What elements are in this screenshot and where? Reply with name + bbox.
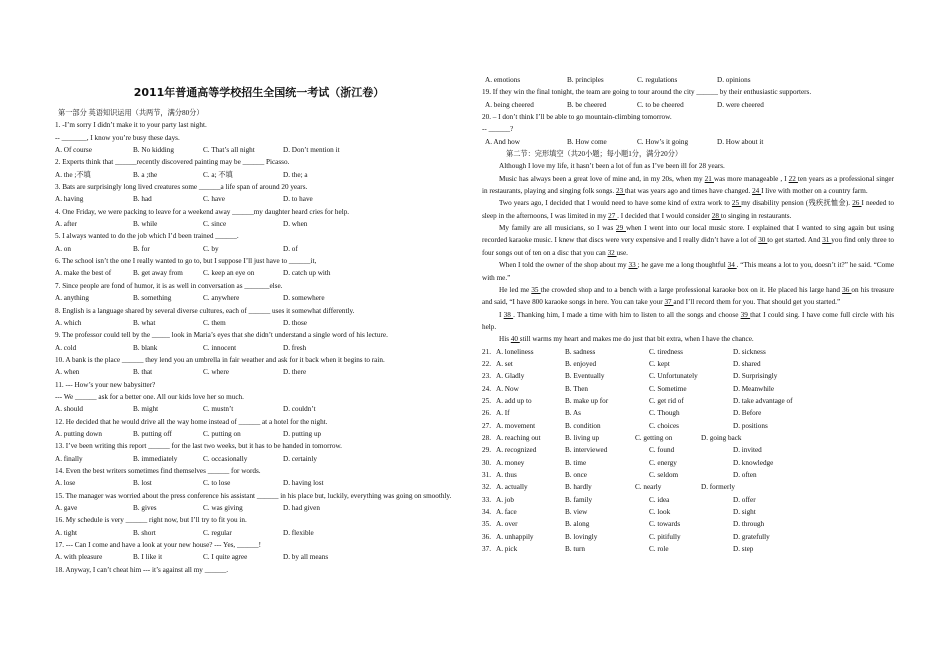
question-stem: 6. The school isn’t the one I really wanted to go to, but I suppose I’ll just have to ______it, bbox=[55, 257, 317, 266]
option-row bbox=[55, 144, 463, 156]
option-row bbox=[55, 428, 463, 440]
blank-number: 35 bbox=[531, 285, 541, 294]
option: B. a ;the bbox=[133, 170, 158, 179]
option: C. seldom bbox=[649, 471, 679, 479]
option: A. on bbox=[55, 244, 71, 253]
option: C. occasionally bbox=[203, 454, 248, 463]
passage-text: when I went into our local music store. I explained that I wanted to sing again but using recorded karaoke music. I knew that discs were very expensive and I really didn’t have a lot of bbox=[482, 224, 895, 245]
question-number: 35. bbox=[482, 520, 491, 529]
option: D. formerly bbox=[701, 483, 735, 492]
question-number: 26. bbox=[482, 409, 491, 418]
option: A. job bbox=[496, 495, 514, 504]
option: C. was giving bbox=[203, 504, 243, 512]
option: C. since bbox=[203, 220, 227, 229]
option: D. going back bbox=[701, 433, 742, 442]
option: D. offer bbox=[733, 495, 756, 504]
option: A. pick bbox=[496, 545, 518, 554]
option: C. kept bbox=[649, 359, 670, 368]
cloze-option-row bbox=[482, 444, 894, 456]
blank-number: 36 bbox=[842, 285, 852, 294]
passage-text: I needed to sleep in the afternoons, I was limited in my bbox=[482, 199, 895, 220]
right-column bbox=[482, 0, 894, 555]
option: B. had bbox=[133, 195, 152, 204]
option: D. of bbox=[283, 244, 298, 253]
option: D. shared bbox=[733, 359, 761, 368]
option-row bbox=[55, 292, 463, 304]
left-column bbox=[55, 0, 463, 576]
option: B. hardly bbox=[565, 483, 592, 492]
cloze-option-row bbox=[482, 494, 894, 506]
blank-number: 26 bbox=[852, 199, 862, 208]
option: D. putting up bbox=[283, 429, 322, 438]
option: B. that bbox=[133, 368, 153, 377]
question-list-right bbox=[482, 74, 894, 148]
option: A. Of course bbox=[55, 146, 92, 155]
blank-number: 29 bbox=[616, 224, 626, 233]
option: D. often bbox=[733, 471, 757, 479]
blank-number: 25 bbox=[731, 199, 742, 208]
passage-text: . Thanking him, I made a time with him to listen to all the songs and choose bbox=[513, 310, 741, 319]
question-stem: 11. --- How’s your new babysitter? bbox=[55, 380, 156, 389]
blank-number: 40 bbox=[510, 335, 520, 344]
question-number: 36. bbox=[482, 532, 491, 541]
option-row bbox=[482, 99, 894, 111]
cloze-option-row bbox=[482, 469, 894, 481]
option: A. Gladly bbox=[496, 372, 525, 381]
option: D. having lost bbox=[283, 479, 324, 488]
question-number: 30. bbox=[482, 458, 491, 467]
option: D. How about it bbox=[717, 137, 764, 146]
passage-text: I live with mother on a country farm. bbox=[761, 187, 868, 196]
exam-title: 2011年普通高等学校招生全国统一考试（浙江卷） bbox=[133, 86, 385, 99]
option-row bbox=[55, 317, 463, 329]
option: B. enjoyed bbox=[565, 359, 597, 368]
option: C. role bbox=[649, 545, 669, 554]
passage-text: Two years ago, I decided that I would need to have some kind of extra work to bbox=[499, 199, 732, 208]
option: A. when bbox=[55, 368, 80, 377]
option: D. take advantage of bbox=[733, 396, 793, 405]
option: D. flexible bbox=[283, 528, 314, 537]
option-row bbox=[482, 136, 894, 148]
option: D. somewhere bbox=[283, 294, 325, 303]
question-number: 24. bbox=[482, 384, 491, 393]
question-number: 37. bbox=[482, 545, 491, 554]
option: C. pitifully bbox=[649, 532, 681, 541]
blank-number: 37 bbox=[664, 298, 674, 307]
option: B. might bbox=[133, 405, 159, 414]
cloze-option-row bbox=[482, 358, 894, 370]
option: C. where bbox=[203, 368, 229, 377]
option-row bbox=[55, 453, 463, 465]
blank-number: 38 bbox=[503, 310, 514, 319]
question-list-left bbox=[55, 119, 463, 576]
question-number: 31. bbox=[482, 471, 491, 479]
option: A. And how bbox=[485, 137, 520, 146]
option: D. to have bbox=[283, 195, 313, 204]
option: B. time bbox=[565, 458, 587, 467]
passage-text: ten years as a professional singer in restaurants, playing and singing folk songs. bbox=[482, 174, 894, 196]
question-stem-reply: -- _______, I know you’re busy these days. bbox=[55, 133, 180, 142]
passage-text: to singing in restaurants. bbox=[720, 211, 792, 220]
option: A. putting down bbox=[55, 429, 102, 438]
option: D. through bbox=[733, 520, 765, 529]
option: B. for bbox=[133, 244, 150, 253]
passage-text: I bbox=[499, 310, 504, 319]
option: C. nearly bbox=[635, 483, 662, 492]
option: D. Before bbox=[733, 409, 762, 418]
option: C. getting on bbox=[635, 433, 673, 442]
blank-number: 27 bbox=[608, 211, 618, 220]
passage-text: He led me bbox=[499, 285, 532, 294]
cloze-option-row bbox=[482, 432, 894, 444]
option: C. innocent bbox=[203, 343, 237, 352]
option: C. That’s all night bbox=[203, 146, 255, 155]
option: C. regular bbox=[203, 528, 232, 537]
option: B. what bbox=[133, 318, 156, 327]
question-number: 28. bbox=[482, 433, 491, 442]
option: B. family bbox=[565, 495, 593, 504]
option: C. towards bbox=[649, 520, 681, 529]
blank-number: 39 bbox=[740, 310, 751, 319]
option: B. condition bbox=[565, 421, 601, 430]
question-number: 29. bbox=[482, 446, 491, 455]
passage-text: still warms my heart and makes me do just that bit extra, when I have the chance. bbox=[519, 335, 754, 344]
question-number: 25. bbox=[482, 396, 491, 405]
question-stem: 4. One Friday, we were packing to leave for a weekend away ______my daughter heard cries for help. bbox=[55, 207, 350, 216]
option: A. should bbox=[55, 405, 83, 414]
cloze-passage bbox=[482, 160, 894, 345]
question-stem: 9. The professor could tell by the _____ look in Maria’s eyes that she didn’t understand a single word of his lecture. bbox=[55, 331, 388, 340]
cloze-option-row bbox=[482, 383, 894, 395]
passage-paragraph bbox=[482, 259, 894, 284]
option: C. Unfortunately bbox=[649, 372, 698, 381]
option: B. gives bbox=[133, 504, 157, 512]
option: B. I like it bbox=[133, 553, 163, 562]
option: D. those bbox=[283, 318, 307, 327]
question-stem: 7. Since people are fond of humor, it is as well in conversation as _______else. bbox=[55, 281, 283, 290]
option: A. movement bbox=[496, 421, 536, 430]
option: C. to lose bbox=[203, 479, 231, 488]
option: B. be cheered bbox=[567, 100, 607, 109]
option: C. anywhere bbox=[203, 294, 240, 303]
option: A. emotions bbox=[485, 76, 521, 84]
option: B. get away from bbox=[133, 269, 183, 278]
option: A. anything bbox=[55, 294, 89, 303]
option: A. If bbox=[496, 409, 510, 418]
option-row bbox=[55, 366, 463, 378]
passage-text: to get started. And bbox=[767, 236, 823, 245]
option: A. loneliness bbox=[496, 347, 534, 356]
option: B. make up for bbox=[565, 396, 609, 405]
option: B. lovingly bbox=[565, 532, 598, 541]
option: B. putting off bbox=[133, 429, 172, 438]
option: A. which bbox=[55, 318, 82, 327]
option: C. to be cheered bbox=[637, 100, 684, 109]
option: C. look bbox=[649, 508, 671, 517]
option: D. Surprisingly bbox=[733, 372, 778, 381]
passage-text: Although I love my life, it hasn’t been a lot of fun as I’ve been ill for 28 years. bbox=[499, 162, 725, 171]
passage-text: Music has always been a great love of mine and, in my 20s, when my bbox=[499, 174, 705, 183]
option: C. mustn’t bbox=[203, 405, 234, 414]
cloze-option-row bbox=[482, 346, 894, 358]
option: A. make the best of bbox=[55, 269, 112, 278]
option: B. short bbox=[133, 528, 156, 537]
cloze-option-row bbox=[482, 518, 894, 530]
option: D. certainly bbox=[283, 454, 317, 463]
blank-number: 22 bbox=[788, 174, 798, 183]
cloze-option-row bbox=[482, 506, 894, 518]
question-stem: 17. --- Can I come and have a look at your new house? --- Yes, ______! bbox=[55, 541, 261, 550]
question-stem: 1. -I’m sorry I didn’t make it to your party last night. bbox=[55, 121, 207, 130]
passage-text: my disability pension (残疾抚恤金). bbox=[741, 199, 853, 208]
option: D. there bbox=[283, 368, 307, 377]
option: D. when bbox=[283, 220, 308, 229]
option: A. lose bbox=[55, 479, 76, 488]
option-row bbox=[55, 502, 463, 514]
option: A. the ;不填 bbox=[55, 170, 91, 179]
option: A. finally bbox=[55, 454, 83, 463]
option: C. tiredness bbox=[649, 347, 683, 356]
option: A. add up to bbox=[496, 396, 532, 405]
option-row bbox=[55, 267, 463, 279]
option-row bbox=[55, 169, 463, 181]
question-stem: 10. A bank is the place ______ they lend you an umbrella in fair weather and ask for it back when it begins to rain. bbox=[55, 355, 385, 364]
passage-paragraph bbox=[482, 173, 894, 198]
option: A. set bbox=[496, 359, 513, 368]
passage-paragraph bbox=[482, 222, 894, 259]
option: C. them bbox=[203, 318, 226, 327]
option: B. blank bbox=[133, 343, 158, 352]
option-row bbox=[55, 527, 463, 539]
option: A. recognized bbox=[496, 446, 537, 455]
question-stem: 18. Anyway, I can’t cheat him --- it’s against all my ______. bbox=[55, 565, 229, 574]
passage-text: on his treasure and said, “I have 800 karaoke songs in here. You can take your bbox=[482, 285, 894, 307]
blank-number: 32 bbox=[607, 248, 617, 257]
passage-text: that was years ago and times have changed. bbox=[624, 187, 753, 196]
option: D. Meanwhile bbox=[733, 384, 775, 393]
option-row bbox=[55, 193, 463, 205]
part1-heading: 第一部分 英语知识运用（共两节，满分80分） bbox=[58, 109, 204, 117]
cloze-option-row bbox=[482, 531, 894, 543]
option: C. Sometime bbox=[649, 384, 687, 393]
option: A. unhappily bbox=[496, 532, 534, 541]
option-row bbox=[55, 218, 463, 230]
passage-paragraph bbox=[482, 284, 894, 309]
option: D. had given bbox=[283, 504, 320, 512]
option-row bbox=[55, 477, 463, 489]
cloze-option-row bbox=[482, 370, 894, 382]
question-stem: 14. Even the best writers sometimes find themselves ______ for words. bbox=[55, 466, 261, 475]
option: D. invited bbox=[733, 446, 762, 455]
blank-number: 30 bbox=[758, 236, 768, 245]
cloze-option-row bbox=[482, 543, 894, 555]
cloze-option-row bbox=[482, 481, 894, 493]
option: B. How come bbox=[567, 137, 607, 146]
passage-text: that I could sing. I have come full circle with his help. bbox=[482, 310, 895, 331]
option: A. over bbox=[496, 520, 518, 529]
cloze-option-row bbox=[482, 395, 894, 407]
option: D. Don’t mention it bbox=[283, 146, 340, 155]
option: A. with pleasure bbox=[55, 553, 103, 562]
option: B. turn bbox=[565, 545, 585, 554]
blank-number: 28 bbox=[711, 211, 721, 220]
option: A. face bbox=[496, 508, 517, 517]
question-stem: 2. Experts think that ______recently discovered painting may be ______ Picasso. bbox=[55, 158, 290, 167]
question-stem: 19. If they win the final tonight, the team are going to tour around the city ______ by their enthusiastic supporters. bbox=[482, 88, 812, 97]
option: C. have bbox=[203, 195, 225, 204]
passage-text: and I’ll record them for you. That should get you started.” bbox=[673, 298, 841, 307]
option-row bbox=[55, 243, 463, 255]
option: D. step bbox=[733, 545, 754, 554]
blank-number: 33 bbox=[628, 261, 638, 270]
question-stem: 8. English is a language shared by several diverse cultures, each of ______ uses it somewhat differently. bbox=[55, 306, 355, 315]
question-stem: 3. Bats are surprisingly long lived creatures some ______a life span of around 20 years. bbox=[55, 183, 308, 192]
option: B. No kidding bbox=[133, 146, 174, 155]
option-row bbox=[55, 551, 463, 563]
option: B. As bbox=[565, 409, 581, 418]
passage-text: My family are all musicians, so I was bbox=[499, 224, 617, 233]
option: B. along bbox=[565, 520, 590, 529]
blank-number: 21 bbox=[704, 174, 714, 183]
option: C. keep an eye on bbox=[203, 269, 255, 278]
option-row bbox=[482, 74, 894, 86]
blank-number: 31 bbox=[822, 236, 832, 245]
option: C. putting on bbox=[203, 429, 241, 438]
option: B. something bbox=[133, 294, 172, 303]
option-row bbox=[55, 403, 463, 415]
passage-text: . “This means a lot to you, doesn’t it?” he said. “Come with me.” bbox=[482, 261, 895, 282]
option: C. a; 不填 bbox=[203, 170, 233, 179]
question-number: 33. bbox=[482, 495, 491, 504]
blank-number: 24 bbox=[752, 187, 762, 196]
option: D. couldn’t bbox=[283, 405, 316, 414]
blank-number: 34 bbox=[727, 261, 737, 270]
option: B. Then bbox=[565, 384, 589, 393]
option: A. tight bbox=[55, 528, 77, 537]
question-stem: 12. He decided that he would drive all the way home instead of ______ at a hotel for the night. bbox=[55, 417, 328, 426]
passage-text: When I told the owner of the shop about my bbox=[499, 261, 629, 270]
option: A. Now bbox=[496, 384, 519, 393]
option: D. by all means bbox=[283, 553, 329, 562]
passage-paragraph bbox=[482, 309, 894, 334]
option: D. positions bbox=[733, 421, 768, 430]
option: A. money bbox=[496, 458, 525, 467]
option: A. actually bbox=[496, 483, 528, 492]
cloze-option-row bbox=[482, 420, 894, 432]
option: B. interviewed bbox=[565, 446, 608, 455]
passage-text: ; he gave me a long thoughtful bbox=[637, 261, 728, 270]
option: A. thus bbox=[496, 471, 517, 479]
option: A. having bbox=[55, 195, 84, 204]
option: B. living up bbox=[565, 433, 600, 442]
passage-paragraph bbox=[482, 160, 894, 172]
question-stem-reply: --- We ______ ask for a better one. All our kids love her so much. bbox=[55, 392, 244, 401]
option: A. reaching out bbox=[496, 433, 541, 442]
question-number: 27. bbox=[482, 421, 491, 430]
section2-heading: 第二节：完形填空（共20小题；每小题1分，满分20分） bbox=[506, 150, 683, 159]
option: A. after bbox=[55, 220, 77, 229]
passage-text: was more manageable , I bbox=[713, 174, 789, 183]
option-row bbox=[55, 342, 463, 354]
option: C. choices bbox=[649, 421, 679, 430]
option: B. sadness bbox=[565, 347, 596, 356]
cloze-option-row bbox=[482, 407, 894, 419]
option: C. How’s it going bbox=[637, 137, 689, 146]
option: C. by bbox=[203, 244, 219, 253]
option: D. opinions bbox=[717, 76, 751, 84]
question-stem: 5. I always wanted to do the job which I’d been trained ______. bbox=[55, 232, 239, 241]
option: B. once bbox=[565, 471, 587, 479]
passage-paragraph bbox=[482, 197, 894, 222]
option: D. sight bbox=[733, 508, 756, 517]
option: D. knowledge bbox=[733, 458, 774, 467]
option: D. fresh bbox=[283, 343, 307, 352]
option: A. being cheered bbox=[485, 100, 534, 109]
passage-text: the crowded shop and to a bench with a large professional karaoke box on it. He placed his large hand bbox=[540, 285, 843, 294]
option: B. while bbox=[133, 220, 158, 229]
passage-text: His bbox=[499, 335, 511, 344]
option: A. gave bbox=[55, 504, 78, 512]
option: B. principles bbox=[567, 76, 604, 84]
option: C. idea bbox=[649, 495, 670, 504]
option: C. I quite agree bbox=[203, 553, 248, 562]
option: B. immediately bbox=[133, 454, 178, 463]
option: D. catch up with bbox=[283, 269, 331, 278]
option: D. the; a bbox=[283, 170, 308, 179]
passage-text: you find only three to four songs out of ten on a disc that you can bbox=[482, 236, 894, 257]
question-number: 21. bbox=[482, 347, 491, 356]
question-stem-reply: -- ______? bbox=[482, 125, 514, 134]
option: B. lost bbox=[133, 479, 152, 488]
cloze-options-list bbox=[482, 346, 894, 556]
option: B. Eventually bbox=[565, 372, 605, 381]
option: A. cold bbox=[55, 343, 77, 352]
question-stem: 15. The manager was worried about the press conference his assistant ______ in his place but, luckily, everything was going on smoothly. bbox=[55, 491, 452, 500]
question-number: 32. bbox=[482, 483, 491, 492]
passage-text: use. bbox=[616, 248, 628, 257]
option: D. were cheered bbox=[717, 100, 764, 109]
option: C. regulations bbox=[637, 76, 678, 84]
option: B. view bbox=[565, 508, 588, 517]
question-number: 34. bbox=[482, 508, 491, 517]
option: D. sickness bbox=[733, 347, 766, 356]
question-stem: 13. I’ve been writing this report ______ for the last two weeks, but it has to be handed in tomorrow. bbox=[55, 442, 342, 451]
option: C. get rid of bbox=[649, 396, 684, 405]
passage-paragraph bbox=[482, 333, 894, 345]
blank-number: 23 bbox=[615, 187, 625, 196]
cloze-option-row bbox=[482, 457, 894, 469]
question-stem: 16. My schedule is very ______ right now, but I’ll try to fit you in. bbox=[55, 516, 247, 525]
option: C. found bbox=[649, 446, 675, 455]
option: C. Though bbox=[649, 409, 680, 418]
passage-text: . I decided that I would consider bbox=[617, 211, 712, 220]
question-stem: 20. – I don’t think I’ll be able to go mountain-climbing tomorrow. bbox=[482, 113, 672, 122]
option: C. energy bbox=[649, 458, 677, 467]
question-number: 23. bbox=[482, 372, 491, 381]
option: D. gratefully bbox=[733, 532, 770, 541]
question-number: 22. bbox=[482, 359, 491, 368]
